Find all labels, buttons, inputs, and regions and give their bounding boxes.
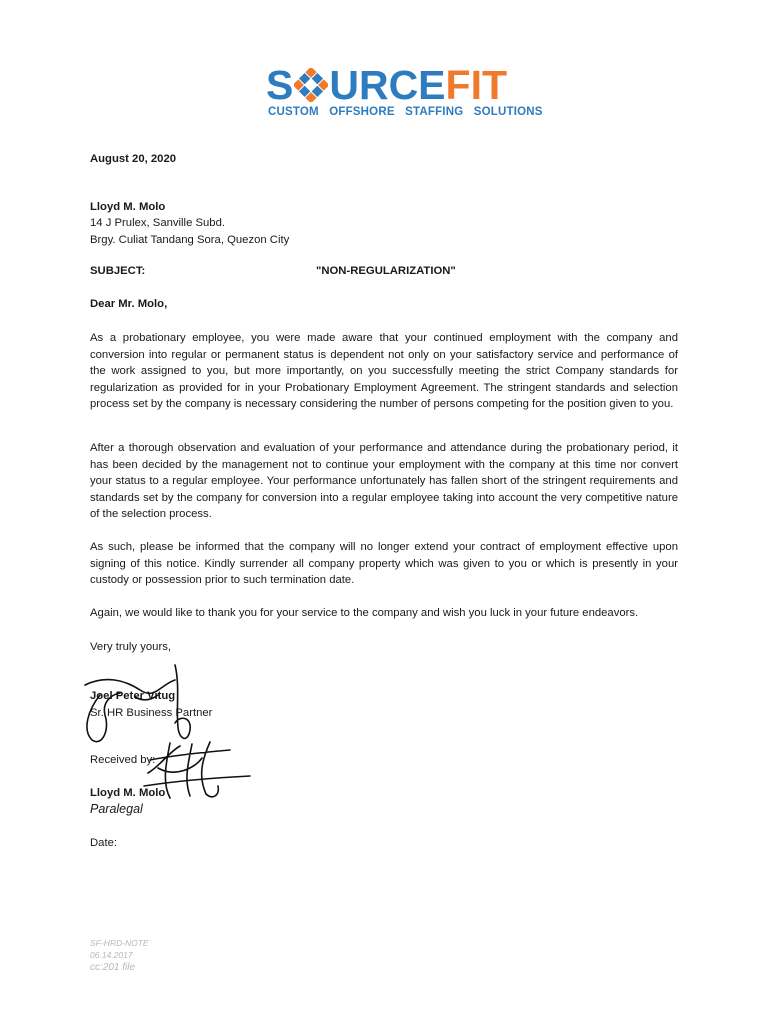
sourcefit-logo [266, 62, 543, 122]
logo-letters-fit: FIT [445, 62, 508, 108]
logo-wordmark [266, 62, 507, 108]
signer-name: Joel Peter Vitug [90, 690, 176, 702]
recipient-address-line2: Brgy. Culiat Tandang Sora, Quezon City [90, 234, 290, 246]
body-paragraph-3: As such, please be informed that the company will no longer extend your contract of employment effective upon signing of this notice. Kindly surrender all company property which was given to you or which is presently in your custody or possession prior to such termination date. [90, 541, 678, 587]
cc-note: cc:201 file [90, 962, 136, 973]
signer-title: Sr. HR Business Partner [90, 707, 213, 719]
form-date: 06.14.2017 [90, 950, 133, 960]
receiver-name: Lloyd M. Molo [90, 787, 166, 799]
body-paragraph-1: As a probationary employee, you were made aware that your continued employment with the company and conversion into regular or permanent status is dependent not only on your satisfactory service and performance of the work assigned to you, but more importantly, on you successfully meeting the strict Company standards for regularization as provided for in your Probationary Employment Agreement. The stringent standards and selection process set by the company is necessary considering the number of persons competing for the position given to you. [90, 332, 678, 411]
received-by-label: Received by: [90, 754, 156, 766]
date-label: Date: [90, 837, 118, 849]
subject-value: "NON-REGULARIZATION" [316, 265, 456, 277]
body-paragraph-2: After a thorough observation and evaluation of your performance and attendance during the probationary period, it has been decided by the management not to continue your employment with the company at this time nor convert your status to a regular employee. Your performance unfortunately has fallen short of the stringent requirements and standards set by the company for conversion into a regular employee taking into account the very competitive nature of the selection process. [90, 442, 678, 521]
salutation: Dear Mr. Molo, [90, 298, 168, 310]
closing: Very truly yours, [90, 641, 171, 653]
receiver-title: Paralegal [90, 802, 143, 816]
recipient-address-line1: 14 J Prulex, Sanville Subd. [90, 217, 226, 229]
subject-label: SUBJECT: [90, 265, 146, 277]
logo-o-mark-icon [294, 68, 328, 102]
form-code: SF-HRD-NOTE [90, 938, 149, 948]
logo-letter-s: S [266, 62, 294, 108]
body-paragraph-4: Again, we would like to thank you for your service to the company and wish you luck in your future endeavors. [90, 607, 639, 619]
letter-date: August 20, 2020 [90, 153, 177, 165]
logo-letters-urce: URCE [329, 62, 446, 108]
recipient-name: Lloyd M. Molo [90, 201, 166, 213]
logo-tagline: CUSTOM OFFSHORE STAFFING SOLUTIONS [268, 106, 543, 118]
